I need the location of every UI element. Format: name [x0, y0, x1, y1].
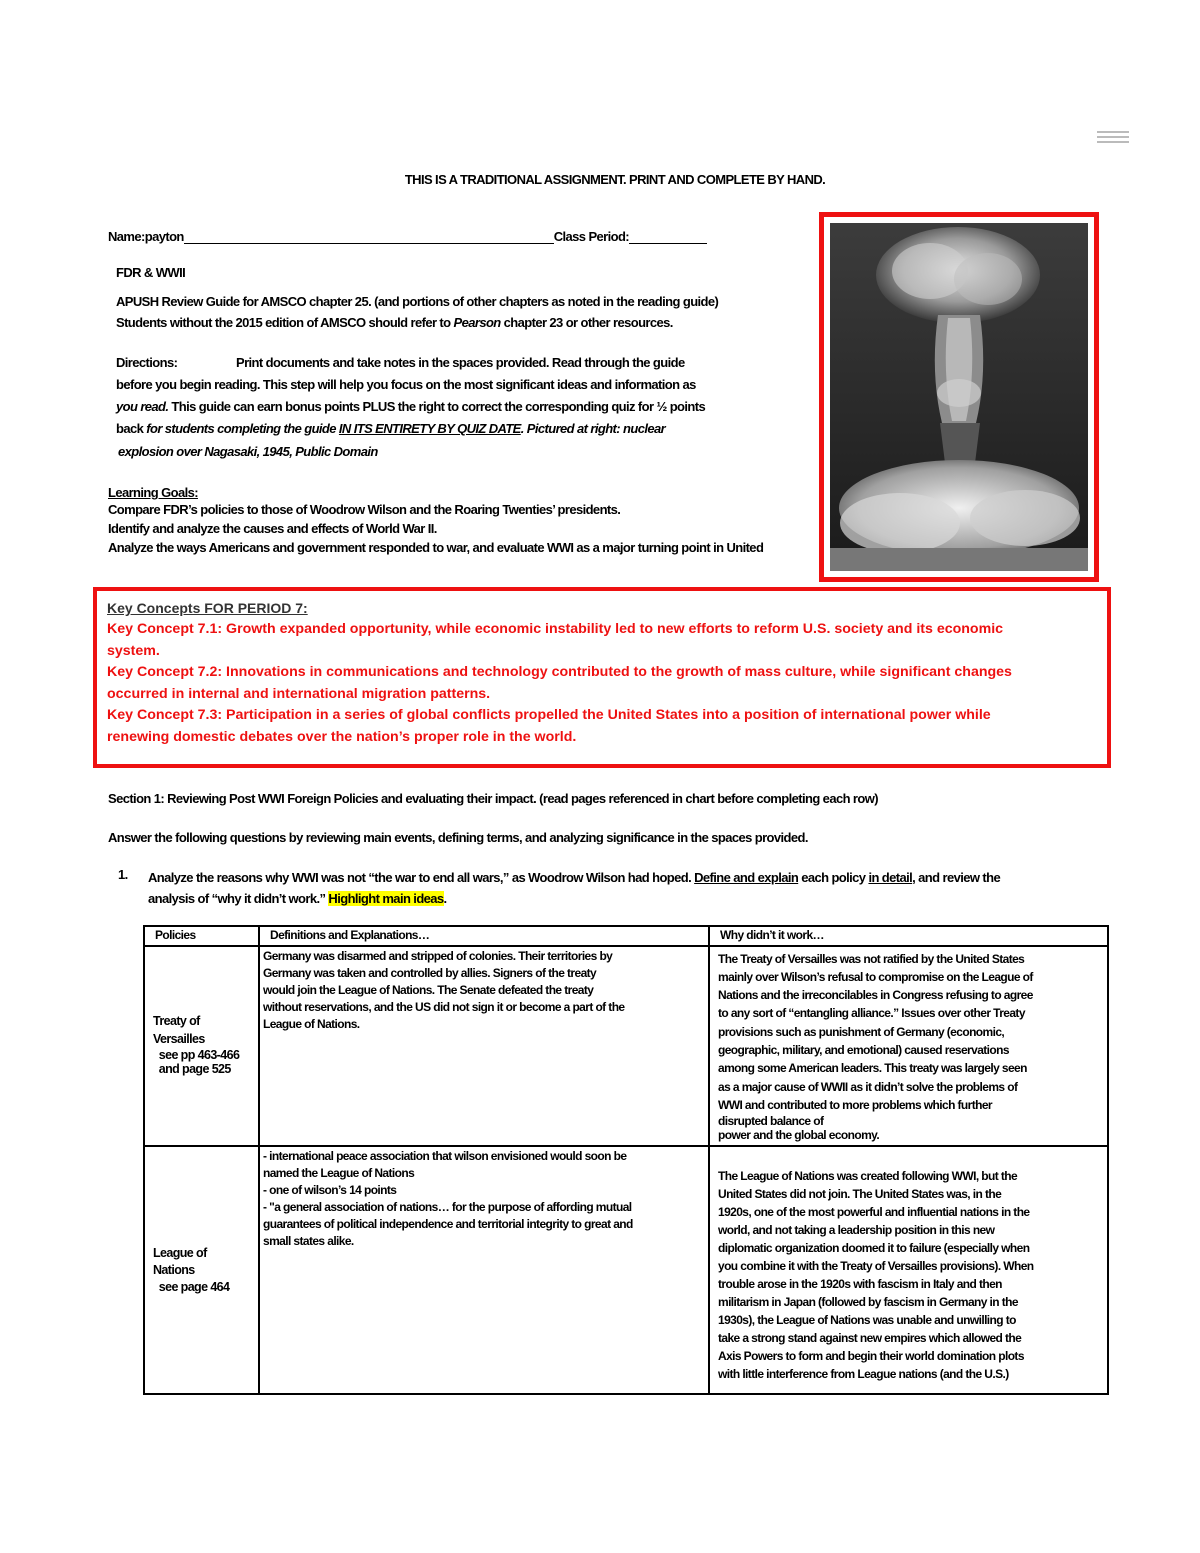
header-why: Why didn’t it work…	[709, 926, 1108, 946]
nagasaki-explosion-photo	[830, 223, 1088, 571]
key-concept-line-3: Key Concept 7.2: Innovations in communications and technology contributed to the growth of mass culture, while significant changes	[107, 664, 1012, 680]
corner-thumbnail-icon	[1097, 131, 1129, 151]
topic-heading: FDR & WWII	[116, 265, 186, 280]
policy-treaty-of-versailles: Treaty of Versailles see pp 463-466 and page 525	[144, 946, 259, 1147]
key-concept-line-4: occurred in internal and international migration patterns.	[107, 685, 491, 702]
table-header-row	[144, 926, 1108, 946]
directions-line-1: Print documents and take notes in the spaces provided. Read through the guide	[236, 355, 685, 370]
table-row	[144, 946, 1108, 1147]
name-label: Name:payton	[108, 229, 184, 244]
policy-league-of-nations: League of Nations see page 464	[144, 1146, 259, 1394]
key-concept-line-6: renewing domestic debates over the nation’s proper role in the world.	[107, 728, 577, 745]
page-title: THIS IS A TRADITIONAL ASSIGNMENT. PRINT AND COMPLETE BY HAND.	[404, 172, 826, 187]
section-1-instruction: Answer the following questions by reviewing main events, defining terms, and analyzing significance in the spaces provided.	[108, 830, 808, 845]
learning-goal-1: Compare FDR’s policies to those of Woodrow Wilson and the Roaring Twenties’ presidents.	[108, 502, 621, 517]
learning-goal-3: Analyze the ways Americans and government responded to war, and evaluate WWI as a major turning point in United	[108, 540, 764, 555]
learning-goals-heading: Learning Goals:	[108, 485, 198, 500]
definition-treaty-of-versailles[interactable]: Germany was disarmed and stripped of colonies. Their territories by Germany was taken and controlled by allies. Signers of the treaty would join the League of Nations. The Senate defeated the treaty without reservations, and the US did not sign it or become a part of the League of Nations.	[259, 946, 709, 1147]
directions-line-4: back for students completing the guide IN ITS ENTIRETY BY QUIZ DATE. Pictured at right: nuclear	[116, 421, 666, 436]
directions-line-5: explosion over Nagasaki, 1945, Public Domain	[118, 444, 378, 459]
header-definitions: Definitions and Explanations…	[259, 926, 709, 946]
class-period-blank[interactable]	[629, 231, 707, 244]
section-1-title: Section 1: Reviewing Post WWI Foreign Policies and evaluating their impact. (read pages referenced in chart before completing each row)	[108, 791, 878, 806]
learning-goal-2: Identify and analyze the causes and effects of World War II.	[108, 521, 437, 536]
policies-table	[143, 925, 1109, 1395]
key-concept-line-5: Key Concept 7.3: Participation in a series of global conflicts propelled the United States into a position of international power while	[107, 707, 991, 723]
why-treaty-of-versailles[interactable]: The Treaty of Versailles was not ratified by the United States mainly over Wilson’s refusal to compromise on the League of Nations and the irreconcilables in Congress refusing to agree to any sort of “entangling alliance.” Issues over other Treaty provisions such as punishment of Germany (economic, geographic, military, and emotional) caused reservations among some American leaders. This treaty was largely seen as a major cause of WWII as it didn’t solve the problems of WWI and contributed to more problems which further disrupted balance of power and the global economy.	[709, 946, 1108, 1147]
key-concepts-box	[93, 587, 1111, 768]
question-1-number: 1.	[118, 867, 128, 882]
question-1-text: Analyze the reasons why WWI was not “the war to end all wars,” as Woodrow Wilson had hoped. Define and explain each policy in detail, and review the analysis of “why it didn’t work.” Highlight main ideas.	[148, 870, 1001, 906]
mushroom-cloud-icon	[830, 223, 1088, 571]
name-blank[interactable]	[184, 231, 554, 244]
photo-frame	[819, 212, 1099, 582]
key-concept-line-1: Key Concept 7.1: Growth expanded opportunity, while economic instability led to new efforts to reform U.S. society and its economic	[107, 621, 1004, 637]
directions-label: Directions:	[116, 355, 178, 370]
definition-league-of-nations[interactable]: - international peace association that wilson envisioned would soon be named the League of Nations - one of wilson’s 14 points - "a general association of nations… for the purpose of affording mutual guarantees of political independence and territorial integrity to great and small states alike.	[259, 1146, 709, 1394]
key-concepts-heading: Key Concepts FOR PERIOD 7:	[107, 600, 308, 616]
why-league-of-nations[interactable]: The League of Nations was created following WWI, but the United States did not join. The United States was, in the 1920s, one of the most powerful and influential nations in the world, and not taking a leadership position in this new diplomatic organization doomed it to failure (especially when you combine it with the Treaty of Versailles provisions). When trouble arose in the 1920s with fascism in Italy and then militarism in Japan (followed by fascism in Germany in the 1930s), the League of Nations was unable and unwilling to take a strong stand against new empires which allowed the Axis Powers to form and begin their world domination plots with little interference from League nations (and the U.S.)	[709, 1146, 1108, 1394]
guide-line-2: Students without the 2015 edition of AMSCO should refer to Pearson chapter 23 or other resources.	[116, 315, 673, 330]
guide-line-1: APUSH Review Guide for AMSCO chapter 25. (and portions of other chapters as noted in the reading guide)	[116, 294, 719, 309]
class-period-label: Class Period:	[553, 229, 630, 244]
key-concept-line-2: system.	[107, 642, 160, 659]
directions-line-3: you read. This guide can earn bonus points PLUS the right to correct the corresponding quiz for ½ points	[116, 399, 706, 414]
table-row	[144, 1146, 1108, 1394]
directions-line-2: before you begin reading. This step will help you focus on the most significant ideas and information as	[116, 377, 696, 392]
header-policies: Policies	[144, 926, 259, 946]
name-class-line	[108, 229, 707, 244]
